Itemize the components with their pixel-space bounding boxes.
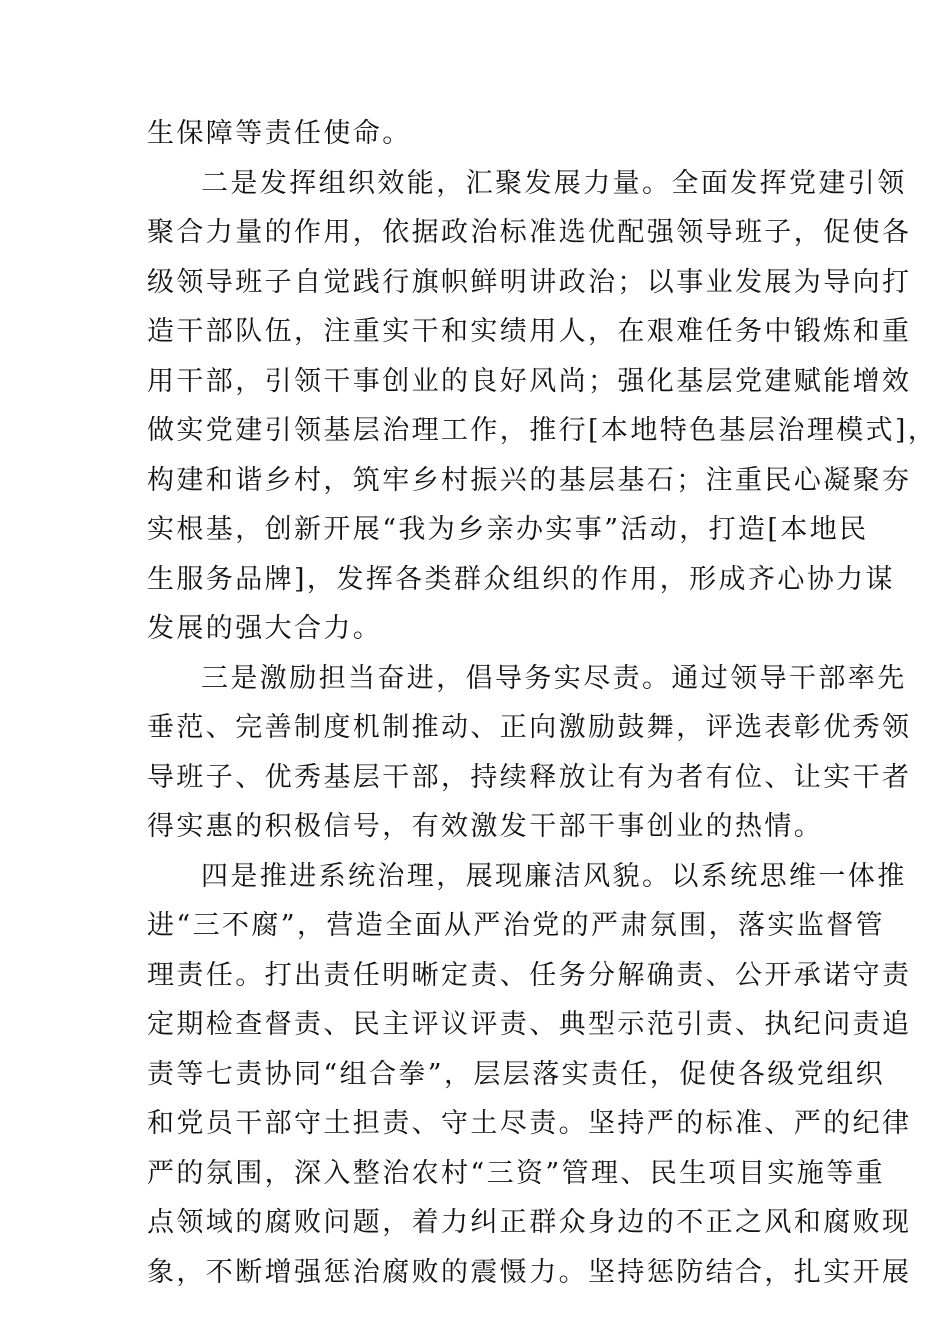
text-line: 象，不断增强惩治腐败的震慑力。坚持惩防结合，扎实开展 xyxy=(147,1256,912,1288)
text-line: 发展的强大合力。 xyxy=(147,613,383,644)
text-line: 级领导班子自觉践行旗帜鲜明讲政治；以事业发展为导向打 xyxy=(147,266,912,298)
text-line: 做实党建引领基层治理工作，推行[本地特色基层治理模式]， xyxy=(147,415,938,446)
text-line: 垂范、完善制度机制推动、正向激励鼓舞，评选表彰优秀领 xyxy=(147,712,912,743)
text-line: 四是推进系统治理，展现廉洁风貌。以系统思维一体推 xyxy=(201,860,907,892)
text-line: 聚合力量的作用，依据政治标准选优配强领导班子，促使各 xyxy=(147,217,912,248)
text-line: 进“三不腐”，营造全面从严治党的严肃氛围，落实监督管 xyxy=(147,910,886,941)
text-line: 导班子、优秀基层干部，持续释放让有为者有位、让实干者 xyxy=(147,761,912,793)
text-line: 严的氛围，深入整治农村“三资”管理、民生项目实施等重 xyxy=(147,1157,886,1189)
text-line: 用干部，引领干事创业的良好风尚；强化基层党建赋能增效 xyxy=(147,365,912,397)
text-line: 三是激励担当奋进，倡导务实尽责。通过领导干部率先 xyxy=(201,662,907,694)
text-line: 生服务品牌]，发挥各类群众组织的作用，形成齐心协力谋 xyxy=(147,563,895,595)
text-line: 点领域的腐败问题，着力纠正群众身边的不正之风和腐败现 xyxy=(147,1207,912,1238)
text-line: 实根基，创新开展“我为乡亲办实事”活动，打造[本地民 xyxy=(147,514,869,545)
text-line: 造干部队伍，注重实干和实绩用人，在艰难任务中锻炼和重 xyxy=(147,316,912,347)
text-line: 责等七责协同“组合拳”，层层落实责任，促使各级党组织 xyxy=(147,1058,886,1090)
text-line: 得实惠的积极信号，有效激发干部干事创业的热情。 xyxy=(147,811,824,842)
text-line: 构建和谐乡村，筑牢乡村振兴的基层基石；注重民心凝聚夯 xyxy=(147,464,912,496)
text-line: 生保障等责任使命。 xyxy=(147,118,412,149)
text-line: 二是发挥组织效能，汇聚发展力量。全面发挥党建引领 xyxy=(201,167,907,199)
text-line: 理责任。打出责任明晰定责、任务分解确责、公开承诺守责 xyxy=(147,959,912,991)
text-line: 和党员干部守土担责、守土尽责。坚持严的标准、严的纪律 xyxy=(147,1108,912,1139)
text-line: 定期检查督责、民主评议评责、典型示范引责、执纪问责追 xyxy=(147,1009,912,1040)
